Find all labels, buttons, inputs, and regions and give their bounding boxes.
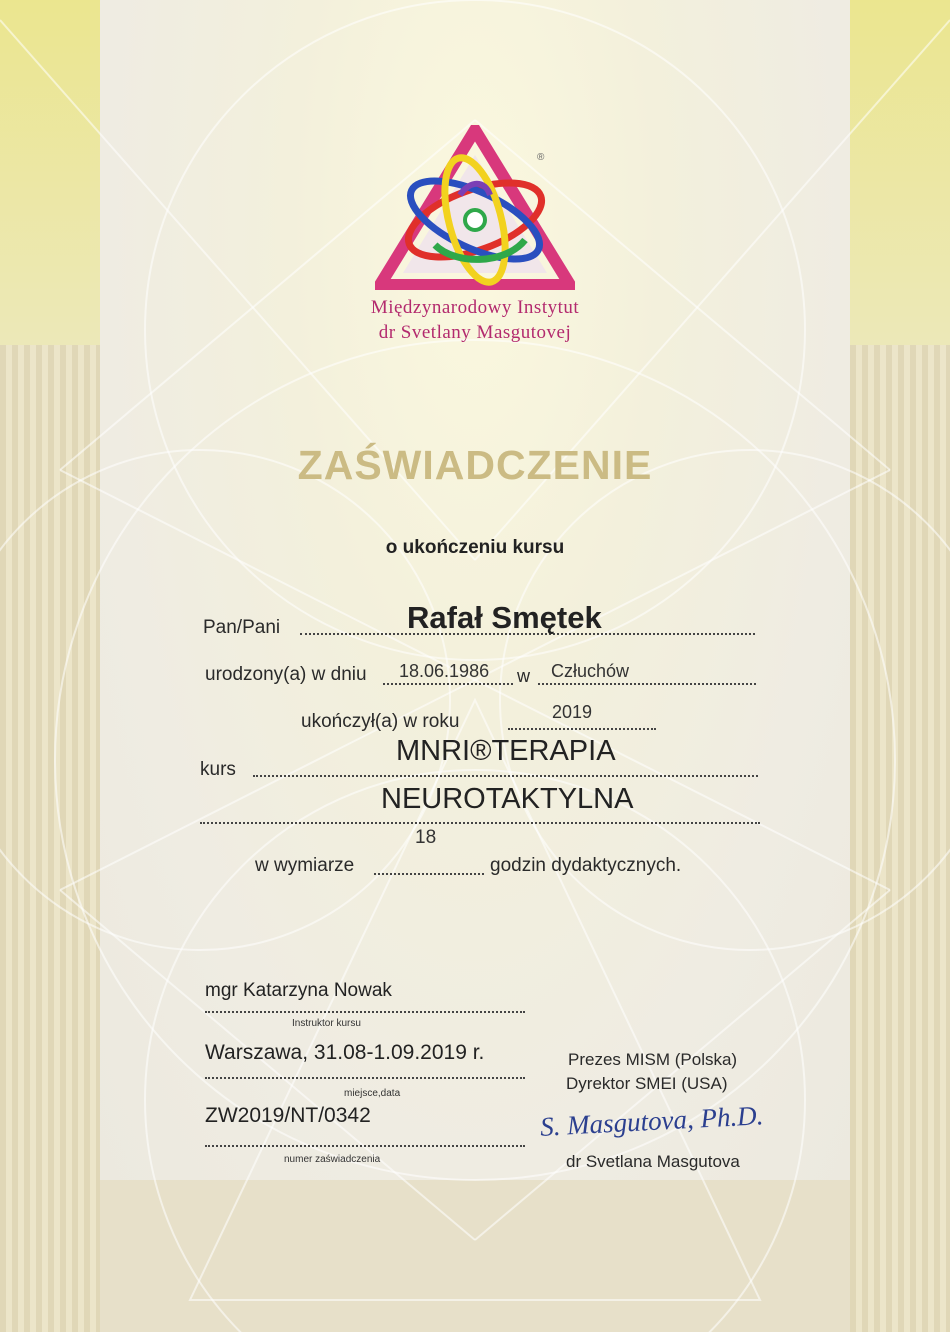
president-signature: S. Masgutova, Ph.D.: [539, 1100, 765, 1142]
hours-label: w wymiarze: [255, 855, 355, 876]
president-title-line2: Dyrektor SMEI (USA): [566, 1074, 728, 1093]
completed-year: 2019: [552, 702, 593, 722]
certificate-title: ZAŚWIADCZENIE: [297, 442, 653, 488]
president-name: dr Svetlana Masgutova: [566, 1152, 740, 1171]
name-label: Pan/Pani: [203, 617, 281, 638]
completed-year-line: [508, 728, 656, 730]
born-date: 18.06.1986: [399, 661, 490, 681]
certificate-number-line: [205, 1145, 525, 1147]
born-label: urodzony(a) w dniu: [205, 664, 367, 685]
course-line2-dots: [200, 822, 760, 824]
born-date-line: [383, 683, 513, 685]
born-in-label: w: [517, 666, 530, 686]
completed-label: ukończył(a) w roku: [301, 711, 460, 732]
course-line1-dots: [253, 775, 758, 777]
place-date-caption: miejsce,data: [344, 1088, 401, 1099]
place-date-line: [205, 1077, 525, 1079]
instructor-caption: Instruktor kursu: [292, 1018, 361, 1029]
born-place: Człuchów: [551, 661, 630, 681]
registered-mark: ®: [537, 152, 545, 163]
institute-name-line2: dr Svetlany Masgutovej: [378, 322, 572, 343]
course-label: kurs: [200, 759, 236, 780]
certificate-subtitle: o ukończeniu kursu: [385, 537, 565, 558]
institute-name-line1: Międzynarodowy Instytut: [370, 297, 580, 318]
president-title-line1: Prezes MISM (Polska): [568, 1050, 738, 1069]
institute-logo: [375, 125, 575, 290]
instructor-line: [205, 1011, 525, 1013]
certificate-number: ZW2019/NT/0342: [205, 1104, 371, 1127]
hours-value: 18: [415, 827, 437, 848]
course-name-line1: MNRI®TERAPIA: [396, 735, 616, 767]
instructor-name: mgr Katarzyna Nowak: [205, 980, 392, 1001]
place-date: Warszawa, 31.08-1.09.2019 r.: [205, 1041, 485, 1064]
recipient-name: Rafał Smętek: [407, 600, 602, 635]
hours-line: [374, 873, 484, 875]
course-name-line2: NEUROTAKTYLNA: [381, 783, 634, 815]
born-place-line: [538, 683, 756, 685]
hours-suffix: godzin dydaktycznych.: [490, 855, 682, 876]
certificate-number-caption: numer zaświadczenia: [284, 1154, 381, 1165]
